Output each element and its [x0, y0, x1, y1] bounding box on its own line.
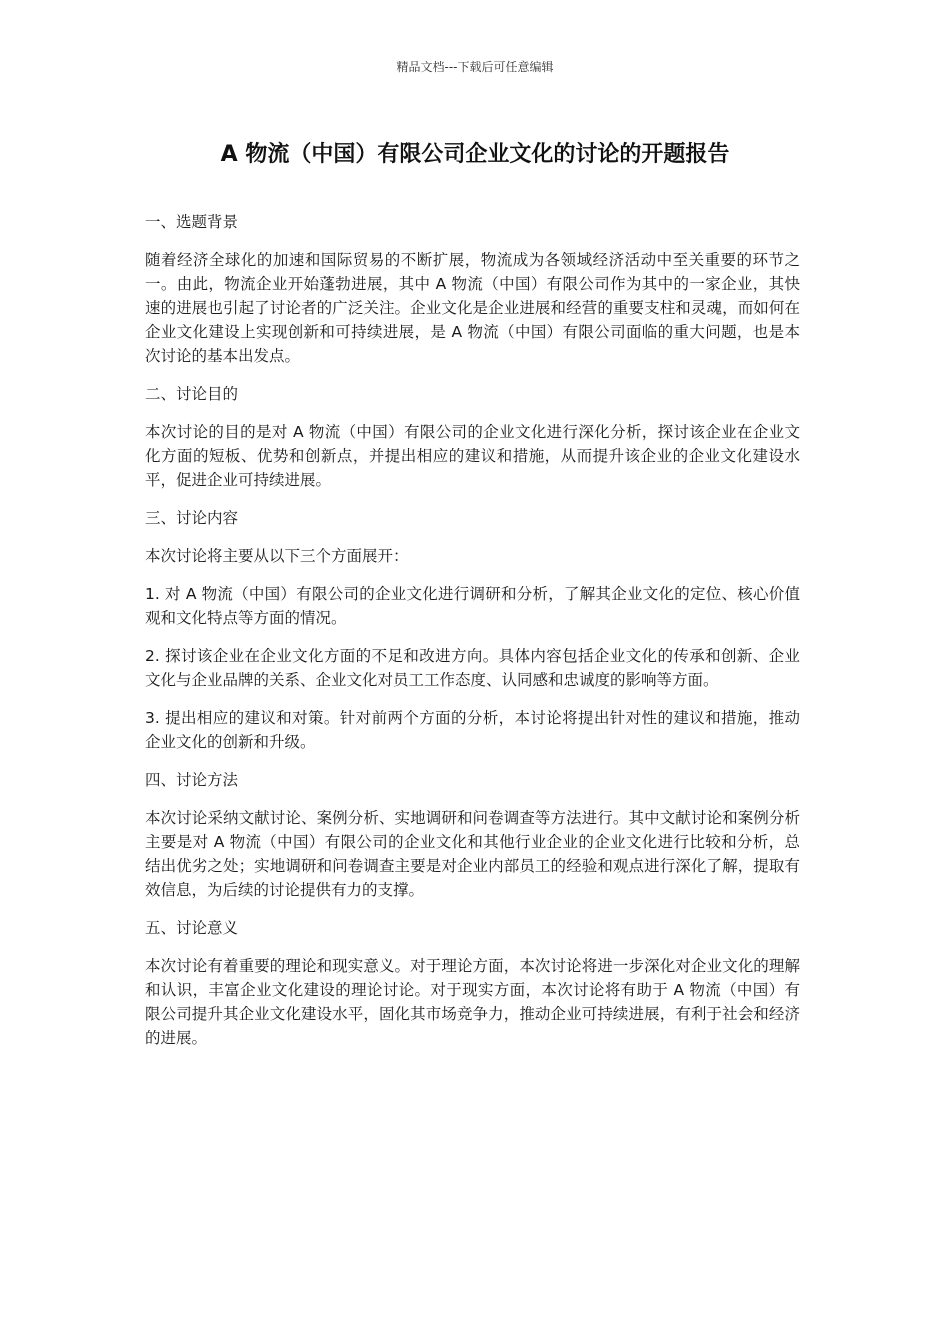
document-body	[145, 210, 800, 1064]
paragraph: 本次讨论有着重要的理论和现实意义。对于理论方面，本次讨论将进一步深化对企业文化的理解和认识，丰富企业文化建设的理论讨论。对于现实方面，本次讨论将有助于 A 物流（中国）有限公司提升其企业文化建设水平，固化其市场竞争力，推动企业可持续进展，有利于社会和经济的进展。	[145, 957, 800, 1047]
document-title: A 物流（中国）有限公司企业文化的讨论的开题报告	[220, 142, 730, 167]
section-heading: 四、讨论方法	[145, 771, 239, 789]
paragraph: 本次讨论采纳文献讨论、案例分析、实地调研和问卷调查等方法进行。其中文献讨论和案例分析主要是对 A 物流（中国）有限公司的企业文化和其他行业企业的企业文化进行比较和分析，总结出优劣之处；实地调研和问卷调查主要是对企业内部员工的经验和观点进行深化了解，提取有效信息，为后续的讨论提供有力的支撑。	[145, 809, 800, 899]
section-content	[145, 506, 800, 754]
section-heading: 三、讨论内容	[145, 509, 239, 527]
paragraph: 本次讨论将主要从以下三个方面展开：	[145, 547, 409, 565]
section-background	[145, 210, 800, 368]
paragraph: 本次讨论的目的是对 A 物流（中国）有限公司的企业文化进行深化分析，探讨该企业在企业文化方面的短板、优势和创新点，并提出相应的建议和措施，从而提升该企业的企业文化建设水平，促进企业可持续进展。	[145, 423, 800, 489]
section-significance	[145, 916, 800, 1050]
section-purpose	[145, 382, 800, 492]
list-item: 2. 探讨该企业在企业文化方面的不足和改进方向。具体内容包括企业文化的传承和创新、企业文化与企业品牌的关系、企业文化对员工工作态度、认同感和忠诚度的影响等方面。	[145, 647, 800, 689]
section-method	[145, 768, 800, 902]
list-item: 3. 提出相应的建议和对策。针对前两个方面的分析，本讨论将提出针对性的建议和措施，推动企业文化的创新和升级。	[145, 709, 800, 751]
header-note: 精品文档---下载后可任意编辑	[396, 60, 554, 74]
section-heading: 二、讨论目的	[145, 385, 239, 403]
section-heading: 五、讨论意义	[145, 919, 239, 937]
section-heading: 一、选题背景	[145, 213, 239, 231]
list-item: 1. 对 A 物流（中国）有限公司的企业文化进行调研和分析，了解其企业文化的定位、核心价值观和文化特点等方面的情况。	[145, 585, 800, 627]
paragraph: 随着经济全球化的加速和国际贸易的不断扩展，物流成为各领域经济活动中至关重要的环节之一。由此，物流企业开始蓬勃进展，其中 A 物流（中国）有限公司作为其中的一家企业，其快速的进展也引起了讨论者的广泛关注。企业文化是企业进展和经营的重要支柱和灵魂，而如何在企业文化建设上实现创新和可持续进展，是 A 物流（中国）有限公司面临的重大问题，也是本次讨论的基本出发点。	[145, 251, 800, 365]
